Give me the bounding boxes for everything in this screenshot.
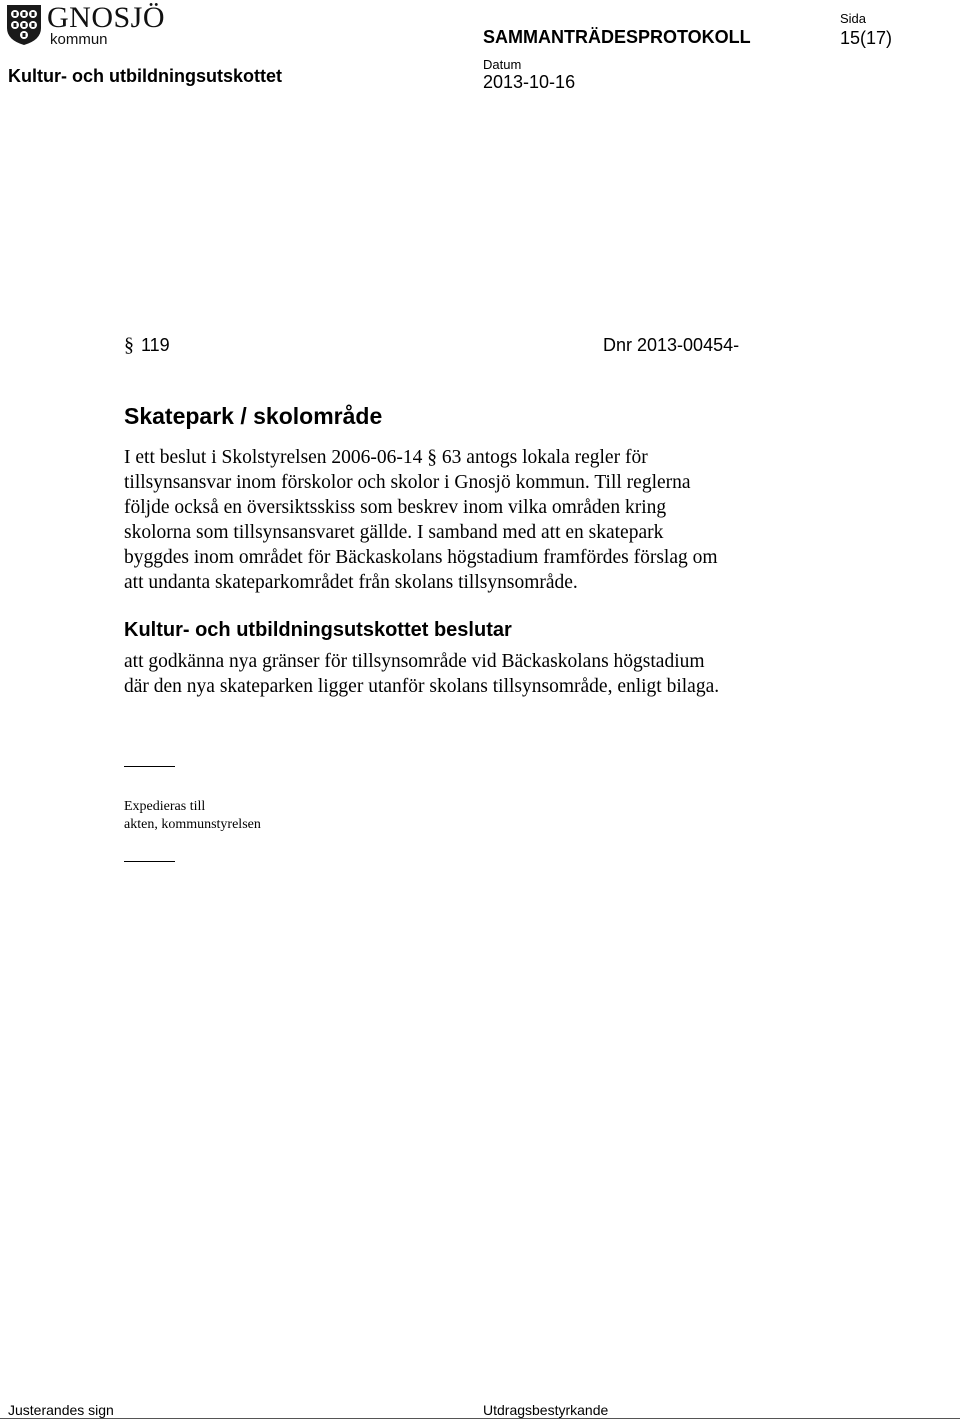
footer-signature-label: Justerandes sign (8, 1402, 114, 1418)
decision-heading: Kultur- och utbildningsutskottet beslutar (124, 619, 512, 641)
body-line: I ett beslut i Skolstyrelsen 2006-06-14 § 63 antogs lokala regler för (124, 447, 648, 468)
page-label: Sida (840, 11, 867, 26)
body-line: byggdes inom området för Bäckaskolans högstadium framfördes förslag om (124, 547, 718, 568)
date-value: 2013-10-16 (483, 72, 576, 92)
body-line: följde också en översiktsskiss som beskrev inom vilka områden kring (124, 497, 667, 518)
paragraph-number: 119 (141, 335, 170, 355)
distribution-line: Expedieras till (124, 799, 206, 814)
body-line: tillsynsansvar inom förskolor och skolor i Gnosjö kommun. Till reglerna (124, 472, 691, 493)
page-number: 15(17) (840, 28, 893, 48)
logo-subtitle: kommun (50, 31, 108, 48)
body-line: skolorna som tillsynsansvaret gällde. I samband med att en skatepark (124, 522, 664, 543)
municipality-logo (6, 1, 166, 48)
logo-name: GNOSJÖ (47, 1, 166, 34)
body-line: att undanta skateparkområdet från skolans tillsynsområde. (124, 572, 578, 593)
committee-name: Kultur- och utbildningsutskottet (8, 66, 282, 86)
paragraph-sign: § (124, 334, 134, 356)
footer-divider (0, 1418, 960, 1419)
distribution-list (124, 798, 261, 834)
section-body (124, 445, 824, 595)
document-title: SAMMANTRÄDESPROTOKOLL (483, 27, 751, 47)
date-label: Datum (483, 57, 522, 72)
case-number: Dnr 2013-00454- (603, 335, 740, 355)
footer-certification-label: Utdragsbestyrkande (483, 1402, 609, 1418)
decision-line: att godkänna nya gränser för tillsynsområde vid Bäckaskolans högstadium (124, 651, 705, 672)
paragraph-line (124, 334, 744, 358)
decision-body (124, 649, 824, 699)
distribution-line: akten, kommunstyrelsen (124, 817, 261, 832)
coat-of-arms-icon (6, 4, 42, 46)
decision-line: där den nya skateparken ligger utanför skolans tillsynsområde, enligt bilaga. (124, 676, 720, 697)
divider (124, 766, 175, 767)
divider (124, 861, 175, 862)
section-heading: Skatepark / skolområde (124, 403, 383, 429)
